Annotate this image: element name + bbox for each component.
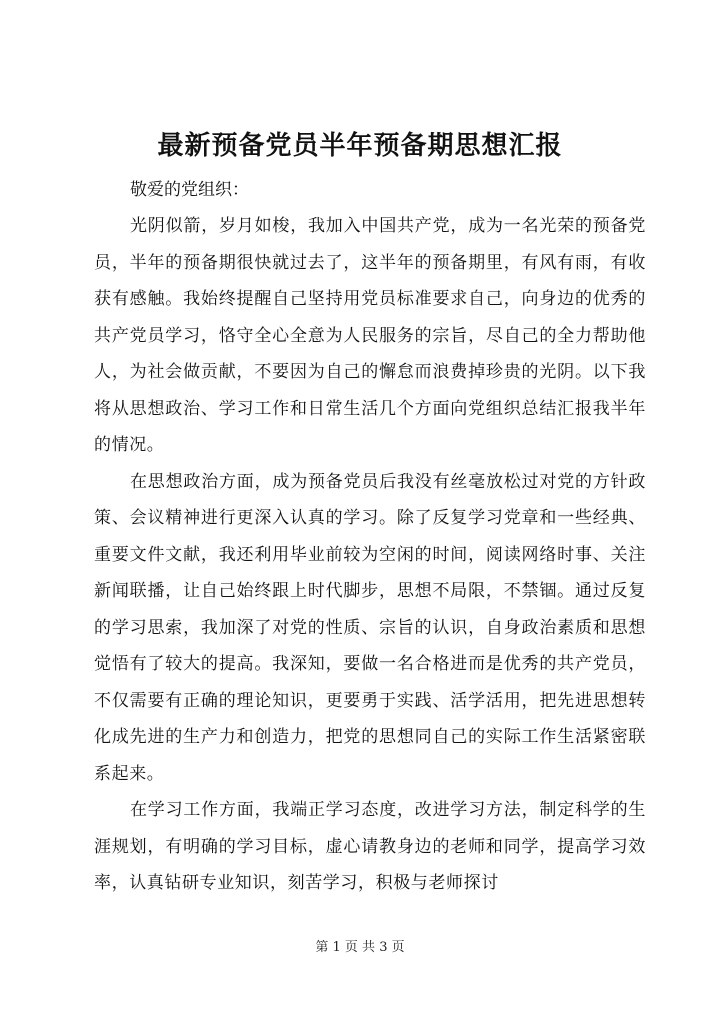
salutation: 敬爱的党组织： xyxy=(130,180,249,200)
paragraph-2: 在思想政治方面，成为预备党员后我没有丝毫放松过对党的方针政策、会议精神进行更深入认真的学习。除了反复学习党章和一些经典、重要文件文献，我还利用毕业前较为空闲的时间，阅读网络时事、关注新闻联播，让自己始终跟上时代脚步，思想不局限，不禁锢。通过反复的学习思索，我加深了对党的性质、宗旨的认识，自身政治素质和思想觉悟有了较大的提高。我深知，要做一名合格进而是优秀的共产党员，不仅需要有正确的理论知识，更要勇于实践、活学活用，把先进思想转化成先进的生产力和创造力，把党的思想同自己的实际工作生活紧密联系起来。 xyxy=(94,471,646,784)
document-body xyxy=(94,172,646,902)
document-title: 最新预备党员半年预备期思想汇报 xyxy=(157,131,563,161)
page-footer: 第 1 页 共 3 页 xyxy=(315,940,405,955)
paragraph-1: 光阴似箭，岁月如梭，我加入中国共产党，成为一名光荣的预备党员，半年的预备期很快就过去了，这半年的预备期里，有风有雨，有收获有感触。我始终提醒自己坚持用党员标准要求自己，向身边的优秀的共产党员学习，恪守全心全意为人民服务的宗旨，尽自己的全力帮助他人，为社会做贡献，不要因为自己的懈怠而浪费掉珍贵的光阴。以下我将从思想政治、学习工作和日常生活几个方面向党组织总结汇报我半年的情况。 xyxy=(94,216,646,455)
paragraph-3: 在学习工作方面，我端正学习态度，改进学习方法，制定科学的生涯规划，有明确的学习目标，虚心请教身边的老师和同学，提高学习效率，认真钻研专业知识，刻苦学习，积极与老师探讨 xyxy=(94,800,646,893)
